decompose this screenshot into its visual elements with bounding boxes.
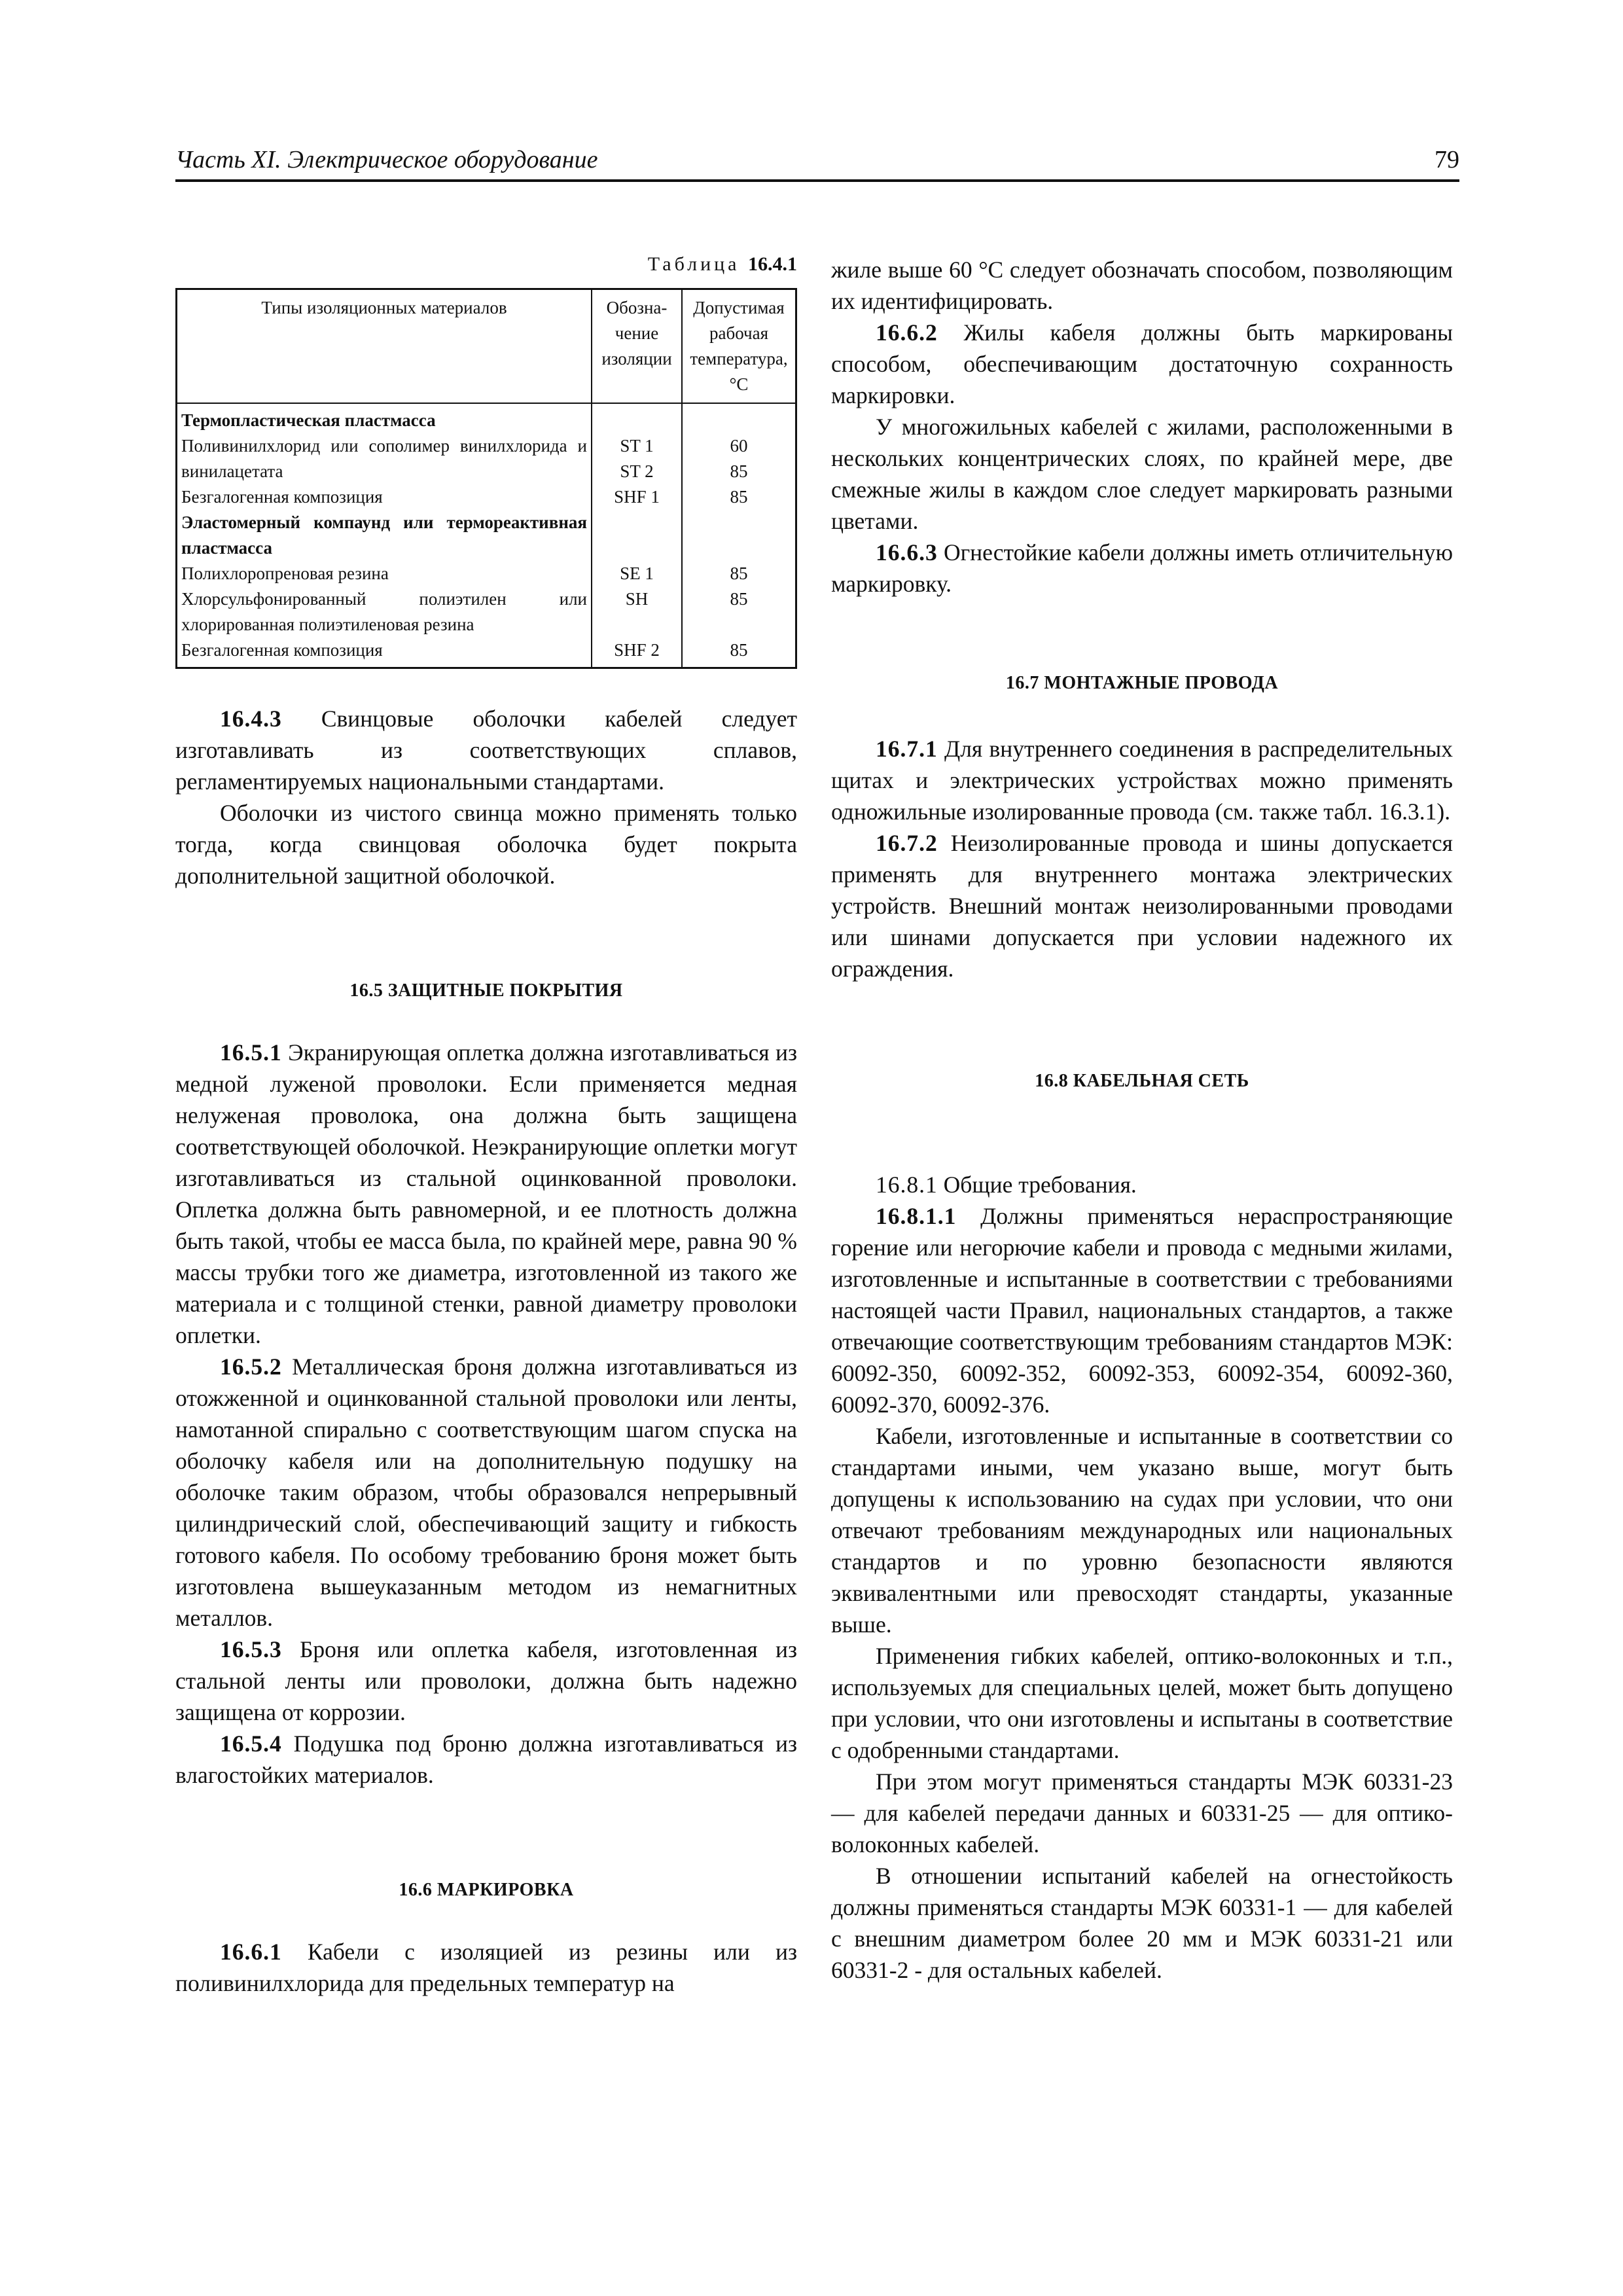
running-title: Часть XI. Электрическое оборудование xyxy=(175,146,598,173)
paragraph: У многожильных кабелей с жилами, расположенными в нескольких концентрических слоях, по крайней мере, две смежные жилы в каждом слое следует маркировать разными цветами. xyxy=(831,414,1453,534)
paragraph xyxy=(831,1169,1453,1200)
paragraph-text: Жилы кабеля должны быть маркированы способом, обеспечивающим достаточную сохранность маркировки. xyxy=(831,319,1453,408)
table-cell-temp: 85 xyxy=(682,586,796,637)
clause-number: 16.8.1.1 xyxy=(876,1203,957,1229)
clause-number: 16.8.1 xyxy=(876,1172,938,1198)
table-header-row xyxy=(177,289,796,404)
clause-number: 16.5.1 xyxy=(220,1039,282,1066)
section-heading: 16.6 МАРКИРОВКА xyxy=(399,1880,574,1900)
paragraph: Оболочки из чистого свинца можно применять только тогда, когда свинцовая оболочка будет покрыта дополнительной защитной оболочкой. xyxy=(175,800,797,889)
paragraph: Кабели, изготовленные и испытанные в соответствии со стандартами иными, чем указано выше, могут быть допущены к использованию на судах при условии, что они отвечают требованиям международных или национальных стандартов и по уровню безопасности являются эквивалентными или превосходят стандарты, указанные выше. xyxy=(831,1423,1453,1638)
section-heading: 16.5 ЗАЩИТНЫЕ ПОКРЫТИЯ xyxy=(349,980,623,1001)
paragraph-text: Общие требования. xyxy=(943,1172,1137,1198)
table-cell-material: Безгалогенная композиция xyxy=(181,487,383,507)
table-caption xyxy=(175,249,797,280)
paragraph xyxy=(831,317,1453,411)
insulation-table xyxy=(175,288,797,669)
table-row xyxy=(177,637,796,668)
left-column xyxy=(175,249,797,1999)
table-cell-material: Безгалогенная композиция xyxy=(181,640,383,660)
paragraph-text: Кабели с изоляцией из резины или из поливинилхлорида для предельных температур на xyxy=(175,1939,798,1996)
page-header xyxy=(175,143,1459,182)
table-cell-code xyxy=(592,403,682,433)
clause-number: 16.7.1 xyxy=(876,736,938,762)
table-cell-temp: 85 xyxy=(682,637,796,668)
clause-number: 16.5.4 xyxy=(220,1731,282,1757)
header-material-types: Типы изоляционных материалов xyxy=(177,289,592,404)
table-cell-material: Термопластическая пластмасса xyxy=(181,410,436,430)
table-cell-material: Полихлоропреновая резина xyxy=(181,564,389,583)
table-cell-code: SHF 1 xyxy=(592,484,682,510)
clause-number: 16.4.3 xyxy=(220,706,282,732)
paragraph-text: Для внутреннего соединения в распределительных щитах и электрических устройствах можно применять одножильные изолированные провода (см. также табл. 16.3.1). xyxy=(831,736,1454,825)
paragraph-text: Свинцовые оболочки кабелей следует изготавливать из соответствующих сплавов, регламентируемых национальными стандартами. xyxy=(175,706,797,795)
paragraph xyxy=(831,827,1453,984)
clause-number: 16.5.3 xyxy=(220,1636,282,1662)
table-cell-code: ST 1 ST 2 xyxy=(592,433,682,484)
clause-number: 16.6.3 xyxy=(876,539,938,565)
table-cell-temp: 85 xyxy=(682,484,796,510)
paragraph xyxy=(175,703,797,797)
paragraph xyxy=(831,733,1453,827)
table-cell-temp xyxy=(682,403,796,433)
paragraph-text: Металлическая броня должна изготавливаться из отожженной и оцинкованной стальной проволоки или ленты, намотанной спирально с соответствующим шагом спуска на оболочку кабеля или на дополнительную подушку на оболочке таким образом, чтобы образовался непрерывный цилиндрический слой, обеспечивающий защиту и гибкость готового кабеля. По особому требованию броня может быть изготовлена вышеуказанным методом из немагнитных металлов. xyxy=(175,1354,797,1631)
paragraph: Применения гибких кабелей, оптико-волоконных и т.п., используемых для специальных целей, может быть допущено при условии, что они изготовлены и испытаны в соответствие с одобренными стандартами. xyxy=(831,1643,1453,1763)
clause-number: 16.7.2 xyxy=(876,830,938,856)
paragraph-text: Должны применяться нераспространяющие горение или негорючие кабели и провода с медными жилами, изготовленные и испытанные в соответствии с требованиями настоящей части Правил, национальных стандартов, а также отвечающие соответствующим требованиям стандартов МЭК: 60092-350, 60092-352, 60092-353, 60092-354, 60092-360, 60092-370, 60092-376. xyxy=(831,1203,1453,1418)
table-cell-code xyxy=(592,510,682,561)
right-column xyxy=(831,254,1453,1986)
page-number: 79 xyxy=(1435,146,1459,173)
table-row xyxy=(177,510,796,561)
table-row xyxy=(177,403,796,433)
header-insulation-code: Обозна-чение изоляции xyxy=(592,289,682,404)
table-cell-code: SHF 2 xyxy=(592,637,682,668)
table-cell-material: Поливинилхлорид или сополимер винилхлорида и винилацетата xyxy=(181,436,587,481)
paragraph xyxy=(831,537,1453,600)
table-cell-temp: 85 xyxy=(682,561,796,586)
table-caption-word: Таблица xyxy=(647,253,740,275)
table-row xyxy=(177,433,796,484)
clause-number: 16.6.2 xyxy=(876,319,938,346)
table-cell-material: Эластомерный компаунд или термореактивная пластмасса xyxy=(181,512,587,558)
table-row xyxy=(177,561,796,586)
section-heading: 16.7 МОНТАЖНЫЕ ПРОВОДА xyxy=(1005,673,1279,693)
table-cell-temp: 60 85 xyxy=(682,433,796,484)
paragraph: При этом могут применяться стандарты МЭК 60331-23 — для кабелей передачи данных и 60331-25 — для оптико-волоконных кабелей. xyxy=(831,1768,1453,1857)
table-cell-material: Хлорсульфонированный полиэтилен или хлорированная полиэтиленовая резина xyxy=(181,589,587,634)
paragraph xyxy=(175,1037,797,1351)
section-heading: 16.8 КАБЕЛЬНАЯ СЕТЬ xyxy=(1035,1071,1249,1091)
table-row xyxy=(177,586,796,637)
paragraph xyxy=(831,1200,1453,1420)
paragraph xyxy=(175,1728,797,1791)
table-cell-code: SE 1 xyxy=(592,561,682,586)
clause-number: 16.5.2 xyxy=(220,1354,282,1380)
paragraph-text: Огнестойкие кабели должны иметь отличительную маркировку. xyxy=(831,539,1454,597)
paragraph-text: Броня или оплетка кабеля, изготовленная из стальной ленты или проволоки, должна быть надежно защищена от коррозии. xyxy=(175,1636,797,1725)
paragraph: жиле выше 60 °С следует обозначать способом, позволяющим их идентифицировать. xyxy=(831,257,1453,314)
paragraph xyxy=(175,1936,797,1999)
paragraph-text: Неизолированные провода и шины допускается применять для внутреннего монтажа электрических устройств. Внешний монтаж неизолированными проводами или шинами допускается при условии надежного их ограждения. xyxy=(831,830,1453,982)
paragraph xyxy=(175,1351,797,1634)
paragraph: В отношении испытаний кабелей на огнестойкость должны применяться стандарты МЭК 60331-1 — для кабелей с внешним диаметром более 20 мм и МЭК 60331-21 или 60331-2 - для остальных кабелей. xyxy=(831,1863,1453,1983)
table-caption-number: 16.4.1 xyxy=(748,253,797,275)
table-cell-temp xyxy=(682,510,796,561)
table-cell-code: SH xyxy=(592,586,682,637)
header-working-temp: Допустимая рабочая температура, °С xyxy=(682,289,796,404)
paragraph xyxy=(175,1634,797,1728)
clause-number: 16.6.1 xyxy=(220,1939,282,1965)
paragraph-text: Экранирующая оплетка должна изготавливаться из медной луженой проволоки. Если применяется медная нелуженая проволока, она должна быть защищена соответствующей оболочкой. Неэкранирующие оплетки могут изготавливаться из стальной оцинкованной проволоки. Оплетка должна быть равномерной, и ее плотность должна быть такой, чтобы ее масса была, по крайней мере, равна 90 % массы трубки того же диаметра, изготовленной из такого же материала и с толщиной стенки, равной диаметру проволоки оплетки. xyxy=(175,1039,798,1348)
table-row xyxy=(177,484,796,510)
paragraph-text: Подушка под броню должна изготавливаться из влагостойких материалов. xyxy=(175,1731,797,1788)
